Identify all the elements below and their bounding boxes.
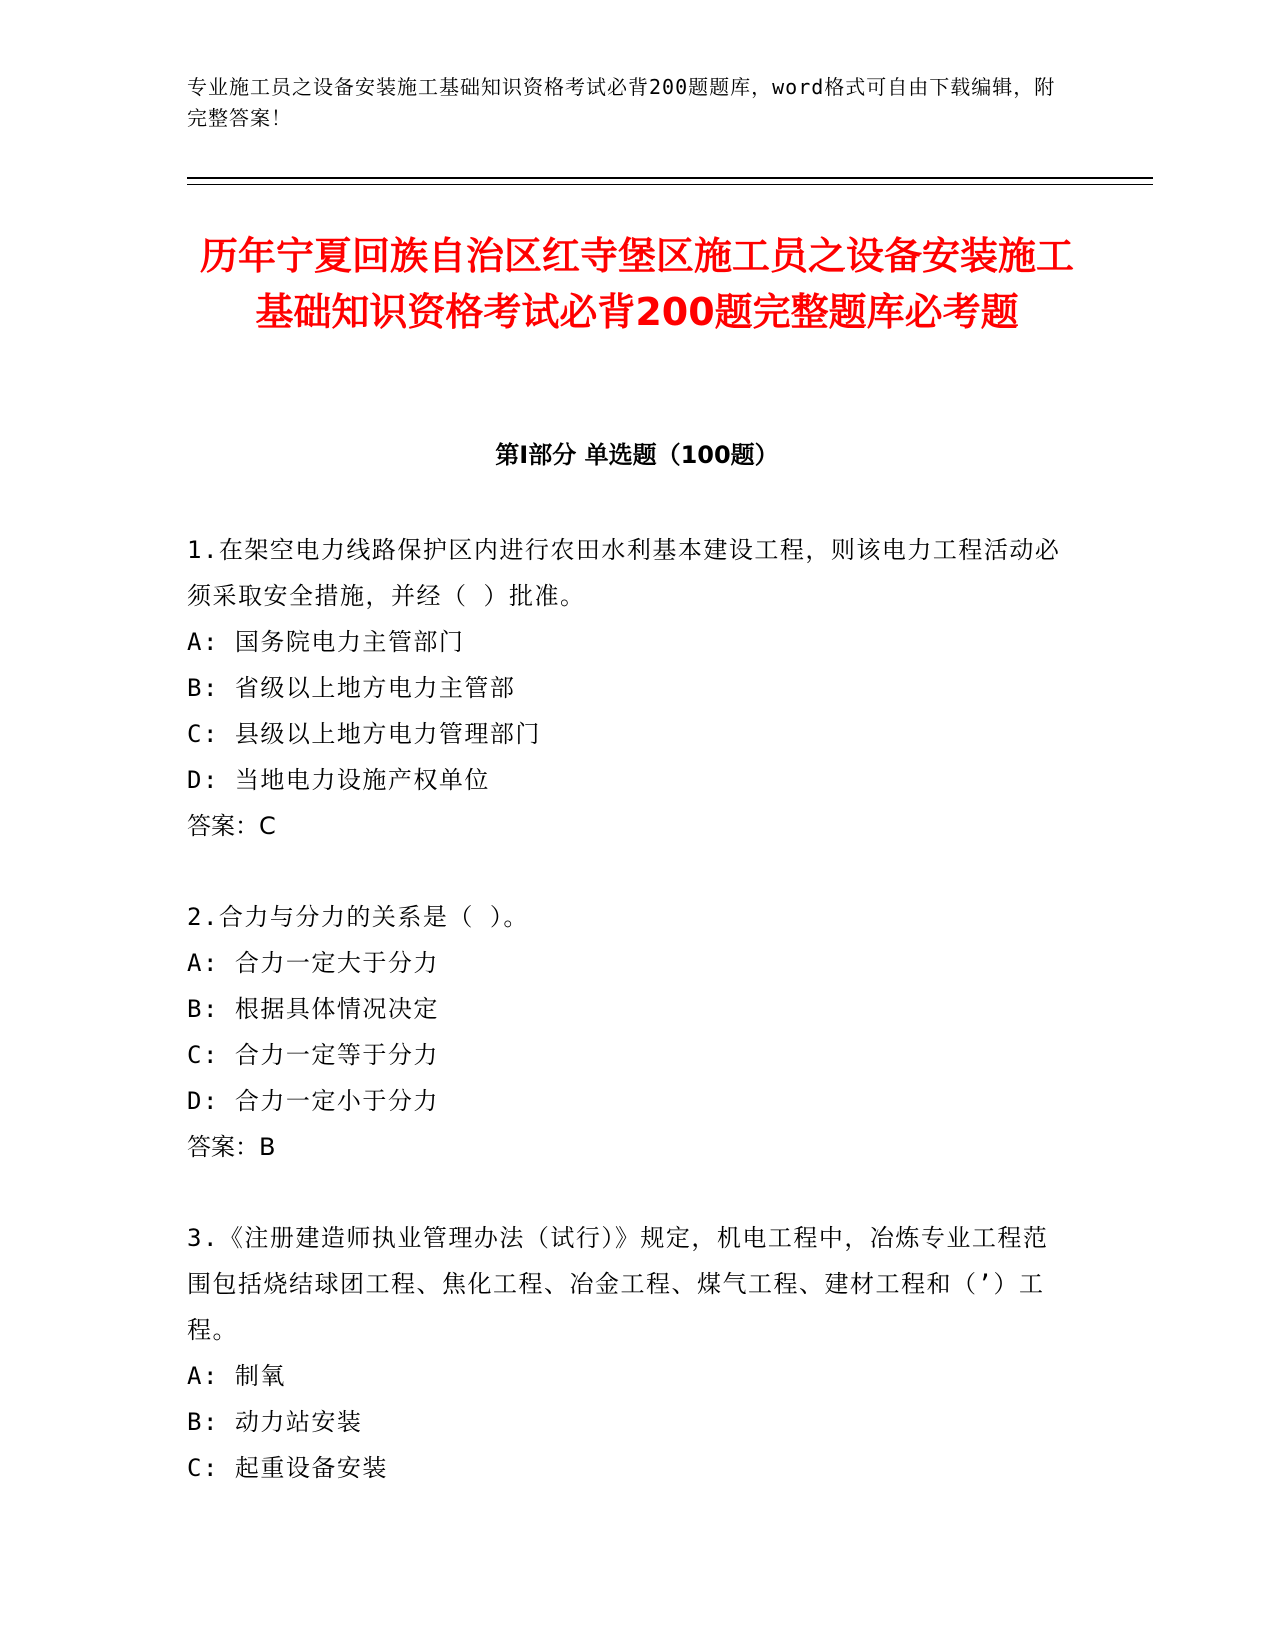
- document-header-note: 专业施工员之设备安装施工基础知识资格考试必背200题题库，word格式可自由下载编辑，附完整答案！: [187, 75, 1056, 130]
- question-stem: 3.《注册建造师执业管理办法（试行）》规定，机电工程中，冶炼专业工程范围包括烧结球团工程、焦化工程、冶金工程、煤气工程、建材工程和（’）工程。: [187, 1224, 1049, 1344]
- option-b: B: 动力站安装: [187, 1408, 363, 1436]
- question-1: [187, 527, 1067, 849]
- header-divider-thin: [187, 184, 1153, 185]
- question-3: [187, 1215, 1067, 1491]
- question-2: [187, 894, 1067, 1170]
- option-c: C: 合力一定等于分力: [187, 1041, 439, 1069]
- option-a: A: 国务院电力主管部门: [187, 628, 465, 656]
- answer: 答案：C: [187, 812, 276, 840]
- option-b: B: 根据具体情况决定: [187, 995, 439, 1023]
- option-d: D: 当地电力设施产权单位: [187, 766, 490, 794]
- question-stem: 2.合力与分力的关系是（ ）。: [187, 903, 529, 931]
- option-c: C: 县级以上地方电力管理部门: [187, 720, 541, 748]
- option-a: A: 合力一定大于分力: [187, 949, 439, 977]
- question-stem: 1.在架空电力线路保护区内进行农田水利基本建设工程，则该电力工程活动必须采取安全措施，并经（ ）批准。: [187, 536, 1061, 610]
- header-divider-thick: [187, 177, 1153, 179]
- answer: 答案：B: [187, 1133, 276, 1161]
- option-c: C: 起重设备安装: [187, 1454, 388, 1482]
- section-title: 第Ⅰ部分 单选题（100题）: [495, 441, 779, 469]
- document-title: 历年宁夏回族自治区红寺堡区施工员之设备安装施工基础知识资格考试必背200题完整题库必考题: [199, 234, 1074, 334]
- question-list: [187, 527, 1067, 1536]
- option-d: D: 合力一定小于分力: [187, 1087, 439, 1115]
- option-a: A: 制氧: [187, 1362, 286, 1390]
- option-b: B: 省级以上地方电力主管部: [187, 674, 516, 702]
